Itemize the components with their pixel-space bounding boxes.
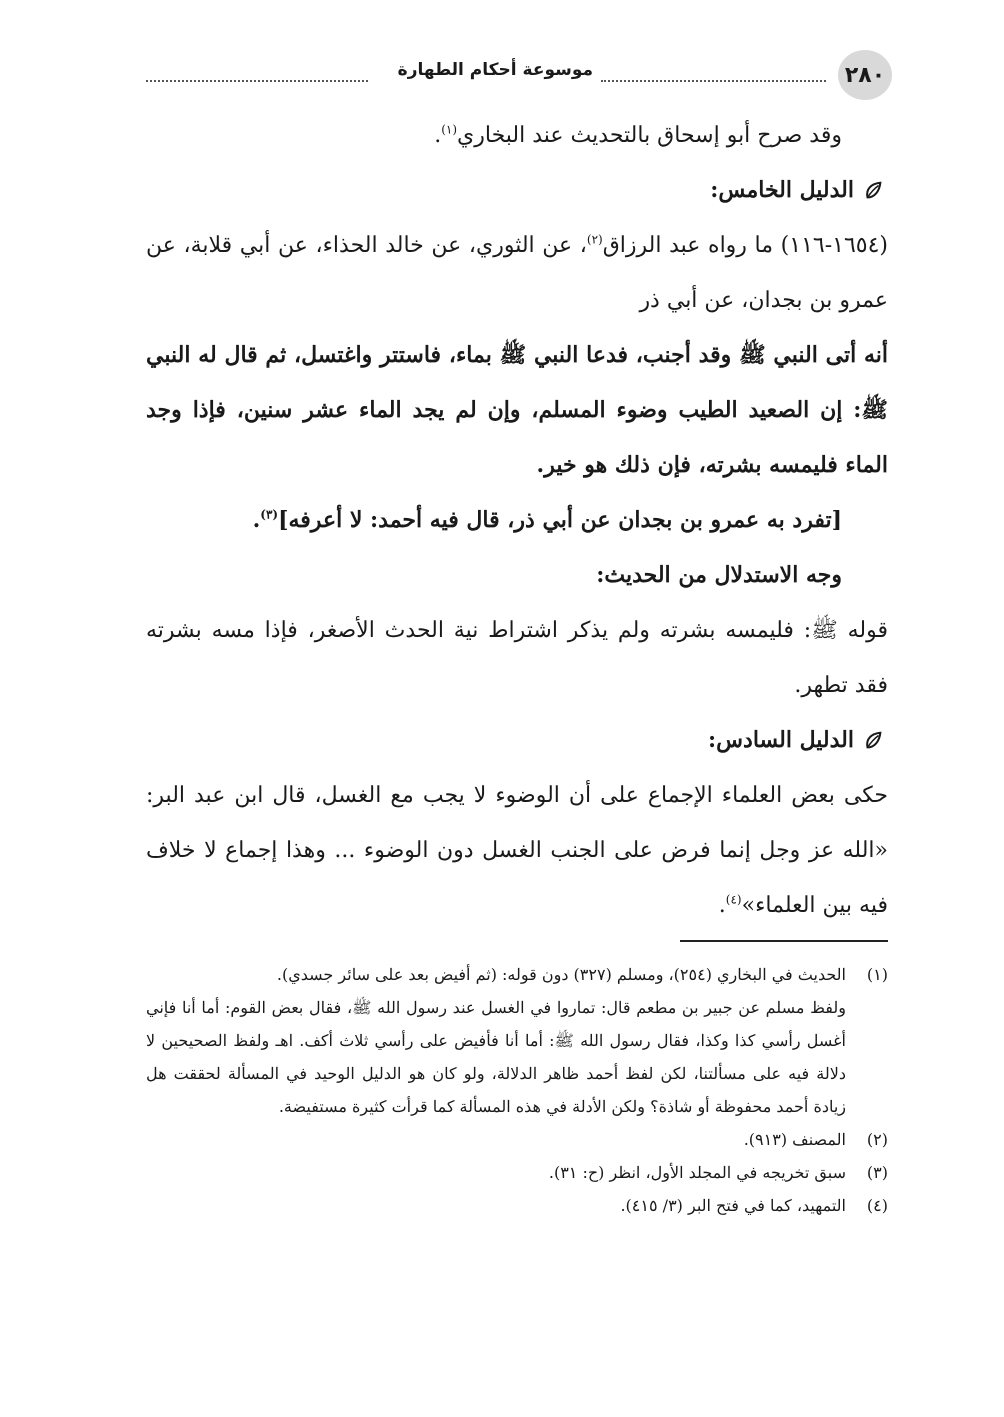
page-header bbox=[146, 50, 888, 100]
footnote-item bbox=[146, 1156, 888, 1189]
narration-number-text: (١٦٥٤-١١٦) ما رواه عبد الرزاق bbox=[602, 233, 888, 258]
footnote-number: (٢) bbox=[866, 1130, 888, 1149]
header-dotted-rule-left bbox=[146, 80, 368, 82]
footnote-line: ولفظ مسلم عن جبير بن مطعم قال: تماروا في الغسل عند رسول الله ﷺ، فقال بعض القوم: أما أنا فإني أغسل رأسي كذا وكذا، فقال رسول الله ﷺ: أما أنا فأفيض على رأسي ثلاث أكف. اهـ ولفظ الصحيحين لا دلالة فيه على مسألتنا، لكن لفظ أحمد ظاهر الدلالة، ولو كان هو الدليل الوحيد في المسألة لحققت هل زيادة أحمد محفوظة أو شاذة؟ ولكن الأدلة في هذه المسألة كما قرأت كثيرة مستفيضة. bbox=[146, 998, 847, 1116]
paragraph-consensus-text: حكى بعض العلماء الإجماع على أن الوضوء لا يجب مع الغسل، قال ابن عبد البر: «الله عز وجل إنما فرض على الجنب الغسل دون الوضوء ... وهذا إجماع لا خلاف فيه بين العلماء» bbox=[146, 783, 888, 918]
footnote-line: سبق تخريجه في المجلد الأول، انظر (ح: ٣١). bbox=[548, 1163, 846, 1182]
hadith-text: أنه أتى النبي ﷺ وقد أجنب، فدعا النبي ﷺ بماء، فاستتر واغتسل، ثم قال له النبي ﷺ: إن الصعيد الطيب وضوء المسلم، وإن لم يجد الماء عشر سنين، فإذا وجد الماء فليمسه بشرته، فإن ذلك هو خير. bbox=[146, 342, 888, 478]
footnote-separator bbox=[680, 940, 888, 942]
footnote-text bbox=[146, 958, 846, 1123]
paragraph-consensus bbox=[146, 768, 888, 933]
book-page bbox=[146, 0, 888, 1417]
running-title: موسوعة أحكام الطهارة bbox=[397, 60, 593, 80]
footnote-line: التمهيد، كما في فتح البر (٣/ ٤١٥). bbox=[620, 1196, 846, 1215]
bracket-note bbox=[146, 493, 888, 548]
section-heading-sixth-text: الدليل السادس: bbox=[708, 727, 854, 753]
footnote-item bbox=[146, 958, 888, 1123]
bracket-note-text: [تفرد به عمرو بن بجدان عن أبي ذر، قال فيه أحمد: لا أعرفه] bbox=[278, 507, 842, 533]
footnote-number: (٤) bbox=[866, 1196, 888, 1215]
footnote-ref-1[interactable]: (١) bbox=[441, 122, 458, 137]
footnote-text bbox=[146, 1156, 846, 1189]
paragraph-1-end: . bbox=[434, 123, 442, 148]
footnote-line: المصنف (٩١٣). bbox=[743, 1130, 846, 1149]
footnote-ref-4[interactable]: (٤) bbox=[725, 892, 742, 907]
evidence-heading: وجه الاستدلال من الحديث: bbox=[596, 562, 842, 588]
section-heading-fifth bbox=[146, 163, 888, 218]
footnote-item bbox=[146, 1123, 888, 1156]
paragraph-consensus-end: . bbox=[718, 893, 726, 918]
footnotes bbox=[146, 958, 888, 1222]
main-text bbox=[146, 108, 888, 933]
footnote-number: (١) bbox=[866, 965, 888, 984]
footnote-ref-3[interactable]: (٣) bbox=[260, 507, 279, 522]
footnote-line: الحديث في البخاري (٢٥٤)، ومسلم (٣٢٧) دون قوله: (ثم أفيض بعد على سائر جسدي). bbox=[276, 965, 846, 984]
footnote-number: (٣) bbox=[866, 1163, 888, 1182]
paragraph-1-text: وقد صرح أبو إسحاق بالتحديث عند البخاري bbox=[457, 123, 842, 148]
narration-chain-text: ، عن الثوري، عن خالد الحذاء، عن أبي قلابة، عن عمرو بن بجدان، عن أبي ذر bbox=[146, 233, 888, 313]
header-dotted-rule-right bbox=[601, 80, 826, 82]
section-heading-sixth bbox=[146, 713, 888, 768]
paragraph-evidence: قوله ﷺ: فليمسه بشرته ولم يذكر اشتراط نية الحدث الأصغر، فإذا مسه بشرته فقد تطهر. bbox=[146, 618, 888, 698]
footnote-text bbox=[146, 1189, 846, 1222]
paragraph-1 bbox=[146, 108, 888, 163]
leaf-ornament-icon bbox=[862, 730, 884, 752]
footnote-ref-2[interactable]: (٢) bbox=[586, 232, 603, 247]
leaf-ornament-icon bbox=[862, 180, 884, 202]
footnote-text bbox=[146, 1123, 846, 1156]
paragraph-narration bbox=[146, 218, 888, 328]
page-number-badge: ٢٨٠ bbox=[838, 50, 892, 100]
footnote-item bbox=[146, 1189, 888, 1222]
section-heading-fifth-text: الدليل الخامس: bbox=[710, 177, 854, 203]
bracket-note-end: . bbox=[252, 507, 261, 533]
